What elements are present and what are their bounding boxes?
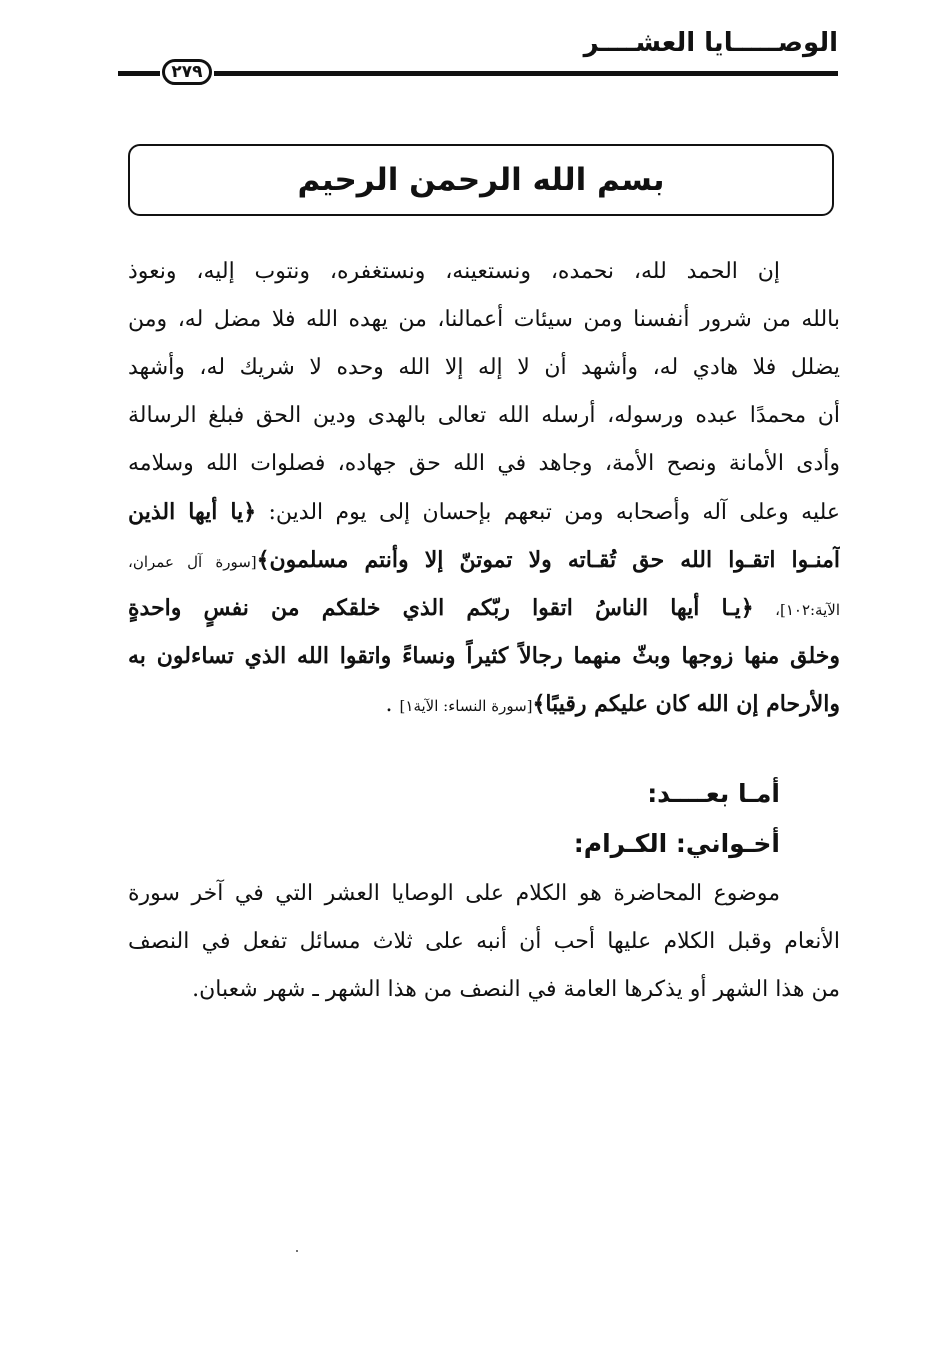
intro-end-period: . xyxy=(385,692,393,717)
basmala-heading: بسم الله الرحمن الرحيم xyxy=(297,162,665,198)
verse-reference-ali-imran: [سورة آل عمران، xyxy=(128,553,257,571)
running-title: الوصـــــايا العشــــر xyxy=(583,28,838,58)
intro-line-3: يضلل فلا هادي له، وأشهد أن لا إله إلا الله وحده لا شريك له، وأشهد xyxy=(128,355,840,380)
quran-verse-nisa-end: والأرحام إن الله كان عليكم رقيبًا﴾ xyxy=(532,691,840,717)
intro-line-6-text: عليه وعلى آله وأصحابه ومن تبعهم بإحسان إلى يوم الدين: xyxy=(268,500,840,525)
topic-paragraph xyxy=(128,870,840,1014)
page-number: ٢٧٩ xyxy=(162,59,212,85)
topic-line-3: من هذا الشهر أو يذكرها العامة في النصف من هذا الشهر ـ شهر شعبان. xyxy=(192,977,840,1002)
heading-amma-baad: أمـا بعــــد: xyxy=(647,779,780,808)
page-header xyxy=(118,20,838,90)
intro-line-4: أن محمدًا عبده ورسوله، أرسله الله تعالى بالهدى ودين الحق فبلغ الرسالة xyxy=(128,403,840,428)
header-rule-left xyxy=(118,71,160,76)
topic-line-1: موضوع المحاضرة هو الكلام على الوصايا العشر التي في آخر سورة xyxy=(128,881,780,906)
intro-line-8 xyxy=(128,584,840,632)
quran-verse-nisa: وخلق منها زوجها وبثّ منهما رجالاً كثيراً ونساءً واتقوا الله الذي تساءلون به xyxy=(128,643,840,669)
quran-verse-nisa-start: ﴿يـا أيها الناسُ اتقوا ربّكم الذي خلقكم من نفسٍ واحدةٍ xyxy=(128,595,754,621)
heading-ikhwani: أخـواني: الكـرام: xyxy=(573,829,780,858)
intro-line-7 xyxy=(128,536,840,584)
intro-line-6 xyxy=(128,488,840,536)
intro-line-10 xyxy=(128,680,840,728)
verse-reference-ali-imran-end: الآية:١٠٢]، xyxy=(775,601,840,619)
scan-speck xyxy=(296,1250,298,1252)
intro-paragraph xyxy=(128,248,840,728)
verse-reference-nisa: [سورة النساء: الآية١] xyxy=(399,697,533,715)
intro-line-5: وأدى الأمانة ونصح الأمة، وجاهد في الله حق جهاده، فصلوات الله وسلامه xyxy=(128,451,840,476)
intro-line-2: بالله من شرور أنفسنا ومن سيئات أعمالنا، من يهده الله فلا مضل له، ومن xyxy=(128,307,840,332)
header-rule-right xyxy=(214,71,838,76)
basmala-frame xyxy=(128,144,834,216)
topic-line-2: الأنعام وقبل الكلام عليها أحب أن أنبه على ثلاث مسائل تفعل في النصف xyxy=(128,929,840,954)
quran-verse-ali-imran: آمنـوا اتقـوا الله حق تُقـاته ولا تموتنّ إلا وأنتم مسلمون﴾ xyxy=(256,547,840,573)
quran-verse-ali-imran-start: ﴿يا أيها الذين xyxy=(128,499,257,525)
intro-line-1: إن الحمد لله، نحمده، ونستعينه، ونستغفره، ونتوب إليه، ونعوذ xyxy=(128,259,780,284)
